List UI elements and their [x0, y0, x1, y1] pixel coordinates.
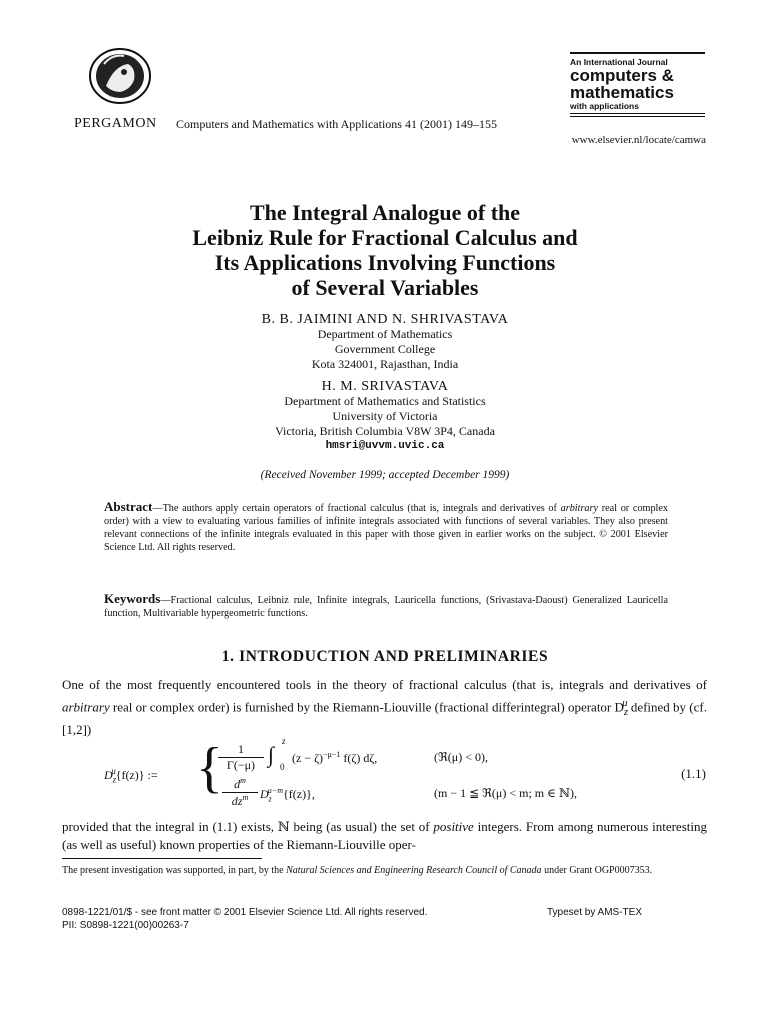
intro-text-b: real or complex order) is furnished by the Riemann-Liouville (fractional differintegral) operator D — [109, 699, 624, 715]
author-block-1 — [60, 312, 710, 372]
title-line-2: Leibniz Rule for Fractional Calculus and — [192, 225, 578, 250]
row1-condition: (ℜ(μ) < 0), — [434, 750, 488, 764]
after-paragraph — [62, 818, 707, 854]
journal-subtitle: with applications — [570, 101, 639, 111]
authors-group-2: H. M. SRIVASTAVA — [321, 379, 449, 394]
equation-brace: { — [196, 737, 223, 799]
equation-lhs-arg: {f(z)} := — [115, 768, 158, 782]
abstract-text-em: arbitrary — [560, 503, 598, 514]
after-text-b: integers. From among numerous interesting (as well as useful) known properties of the Riemann-Liouville oper- — [62, 819, 707, 852]
equation-lhs: $D_z^\mu\{f(z)\}$ := — [104, 766, 158, 785]
authors-group-1: B. B. JAIMINI AND N. SHRIVASTAVA — [261, 312, 509, 327]
affiliation-univ-2: University of Victoria — [332, 409, 438, 423]
integral-upper: z — [282, 736, 286, 746]
journal-name-line1: computers & — [570, 66, 674, 85]
paper-title — [60, 200, 710, 300]
row2-condition: (m − 1 ≦ ℜ(μ) < m; m ∈ ℕ), — [434, 786, 577, 800]
affiliation-college-1: Government College — [334, 342, 436, 356]
keywords-label: Keywords — [104, 591, 161, 606]
equation-1-1 — [104, 736, 710, 808]
author-block-2 — [60, 379, 710, 454]
journal-citation: Computers and Mathematics with Applications 41 (2001) 149–155 — [176, 117, 497, 131]
section-heading: 1. INTRODUCTION AND PRELIMINARIES — [221, 648, 549, 665]
journal-url[interactable]: www.elsevier.nl/locate/camwa — [571, 134, 706, 146]
abstract — [104, 500, 668, 554]
funding-footnote — [62, 864, 707, 877]
row1-fraction-den: Γ(−μ) — [226, 758, 256, 772]
row2-fraction-num: d — [234, 777, 241, 791]
footnote-text-b: under Grant OGP0007353. — [541, 865, 653, 876]
keywords — [104, 592, 668, 620]
after-text-a: provided that the integral in (1.1) exists, ℕ being (as usual) the set of — [62, 819, 434, 834]
row1-exponent: −μ−1 — [323, 750, 341, 759]
author-email[interactable]: hmsri@uvvm.uvic.ca — [325, 440, 445, 452]
affiliation-city-1: Kota 324001, Rajasthan, India — [311, 357, 459, 371]
intro-paragraph: One of the most frequently encountered tools in the theory of fractional calculus (that is, integrals and derivatives of arbitrary real or complex order) is furnished by the Riemann-Liouville (fractional differintegral) operator $D_z^\mu$ defined by (cf. [1,2]) — [62, 677, 707, 737]
affiliation-dept-2: Department of Mathematics and Statistics — [284, 394, 486, 408]
affiliation-dept-1: Department of Mathematics — [317, 327, 453, 341]
intro-text-a: One of the most frequently encountered tools in the theory of fractional calculus (that is, integrals and derivatives of — [62, 677, 707, 692]
journal-tag: An International Journal — [570, 57, 668, 67]
keywords-text: —Fractional calculus, Leibniz rule, Infinite integrals, Lauricella functions, (Srivastava-Daoust) Generalized Lauricella function, Multivariable hypergeometric functions. — [104, 595, 668, 619]
row1-integrand — [292, 750, 377, 766]
equation-lhs-operator: D — [104, 768, 113, 782]
row2-body: $D_z^{\mu-m}\{f(z)\}$, — [260, 786, 315, 804]
title-line-1: The Integral Analogue of the — [249, 200, 521, 225]
equation-label: (1.1) — [681, 766, 706, 781]
copyright-line: 0898-1221/01/$ - see front matter © 2001 Elsevier Science Ltd. All rights reserved. — [62, 907, 428, 918]
after-text-em: positive — [433, 819, 474, 834]
journal-masthead — [570, 52, 705, 117]
footnote-divider — [62, 858, 262, 859]
abstract-label: Abstract — [104, 499, 153, 514]
row1-body: (z − ζ) — [292, 751, 324, 765]
integral-lower: 0 — [280, 762, 285, 772]
intro-text-em: arbitrary — [62, 699, 110, 715]
received-date: (Received November 1999; accepted December 1999) — [260, 469, 510, 481]
journal-name-line2: mathematics — [570, 83, 674, 102]
row2-fraction: $d^m$ $dz^m$ — [222, 776, 258, 809]
row1-fraction-num: 1 — [218, 742, 264, 758]
row2-fraction-den: dz — [231, 794, 243, 808]
footnote-text-a: The present investigation was supported, in part, by the — [62, 865, 287, 876]
row2-tail: {f(z)}, — [283, 787, 315, 801]
row1-fraction — [218, 742, 264, 773]
pii-line: PII: S0898-1221(00)00263-7 — [62, 920, 189, 931]
title-line-4: of Several Variables — [291, 275, 479, 300]
row1-tail: f(ζ) dζ, — [340, 751, 378, 765]
typeset-note: Typeset by AMS-TEX — [546, 907, 642, 918]
publisher-name: PERGAMON — [74, 116, 157, 131]
copyright-block — [62, 906, 707, 932]
title-line-3: Its Applications Involving Functions — [214, 250, 556, 275]
affiliation-city-2: Victoria, British Columbia V8W 3P4, Canada — [275, 424, 495, 438]
row2-operator: D — [260, 787, 269, 801]
integral-sign: ∫ — [268, 742, 275, 767]
abstract-text-b: real or complex order) with a view to evaluating various families of infinite integrals associated with functions of several variables. They also present relevant connections of the infinite integrals evaluated in this paper with those given in earlier works on the subject. © 2001 Elsevier Science Ltd. All rights reserved. — [104, 503, 668, 553]
publisher-logo — [84, 46, 156, 106]
footnote-text-em: Natural Sciences and Engineering Research Council of Canada — [286, 865, 542, 876]
intro-text-c: defined by (cf. [1,2]) — [62, 699, 707, 737]
abstract-text-a: —The authors apply certain operators of fractional calculus (that is, integrals and derivatives of — [152, 503, 561, 514]
